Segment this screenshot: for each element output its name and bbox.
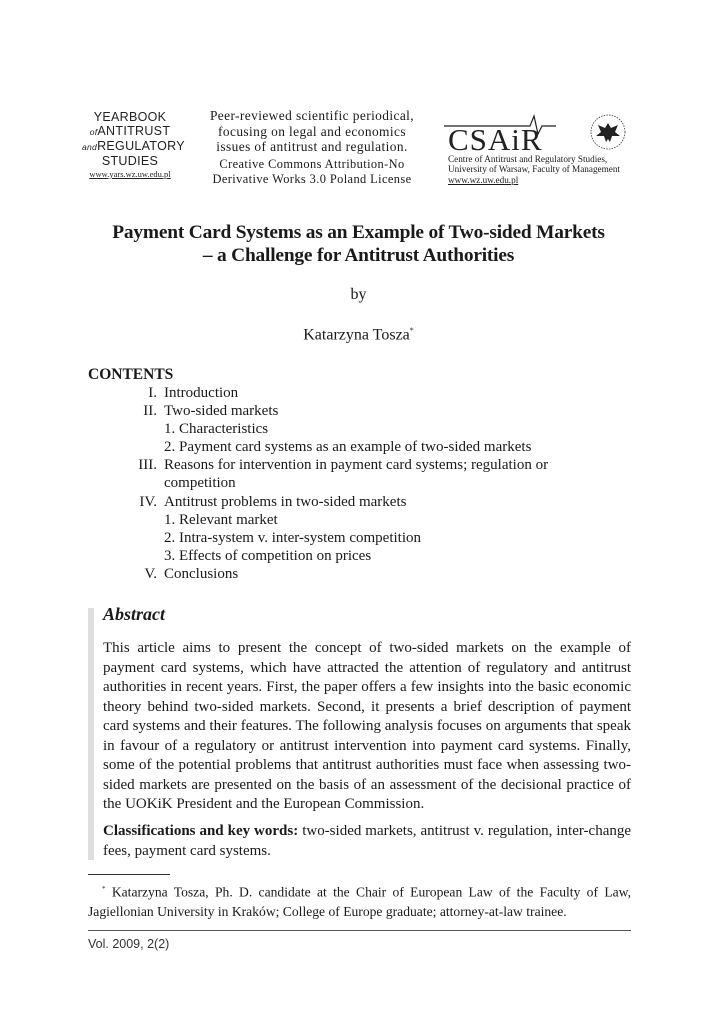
table-of-contents [88, 384, 628, 583]
footnote-divider [88, 874, 170, 875]
csair-logo [444, 104, 644, 154]
toc-section-number: II. [143, 403, 157, 420]
centre-line: Centre of Antitrust and Regulatory Studies, [448, 154, 608, 164]
author-text: Katarzyna Tosza [303, 326, 410, 344]
license-line: Derivative Works 3.0 Poland License [212, 171, 412, 186]
abstract-heading: Abstract [103, 604, 166, 624]
periodical-description [200, 108, 424, 187]
yearbook-logo [82, 110, 185, 179]
toc-section-number: III. [138, 457, 157, 474]
contents-heading: CONTENTS [88, 366, 174, 383]
toc-subsection[interactable]: 3. Effects of competition on prices [164, 547, 372, 564]
toc-section-title: Two-sided markets [164, 403, 279, 420]
yearbook-line: andREGULATORY [82, 139, 185, 153]
toc-section-title: Antitrust problems in two-sided markets [164, 493, 407, 510]
toc-section-number: V. [144, 565, 157, 582]
toc-subsection[interactable]: 2. Payment card systems as an example of two-sided markets [164, 439, 532, 456]
toc-section[interactable] [88, 456, 628, 474]
keywords-text: two-sided markets, antitrust v. regulation, inter-change fees, payment card systems. [103, 823, 632, 859]
keywords [103, 822, 631, 861]
footer-divider [88, 930, 631, 931]
periodical-line: issues of antitrust and regulation. [216, 139, 408, 155]
toc-section-number: IV. [139, 493, 157, 510]
yearbook-url[interactable]: www.yars.wz.uw.edu.pl [89, 169, 171, 179]
author-footnote-mark[interactable]: * [409, 326, 414, 335]
license-text [200, 157, 424, 187]
csair-logo-text: CSAiR [448, 122, 543, 154]
yearbook-line: YEARBOOK [93, 110, 167, 124]
toc-section-title: Reasons for intervention in payment card systems; regulation or [164, 457, 549, 474]
license-line: Creative Commons Attribution-No [219, 156, 405, 171]
title-line: Payment Card Systems as an Example of Two-sided Markets [112, 222, 605, 243]
toc-section-title: Introduction [164, 385, 239, 401]
centre-description [448, 154, 620, 185]
toc-section[interactable] [88, 565, 628, 583]
author-name [0, 326, 717, 344]
periodical-line: focusing on legal and economics [218, 123, 406, 139]
toc-section[interactable] [88, 384, 628, 402]
eagle-emblem-icon [591, 115, 625, 149]
by-label: by [350, 286, 367, 303]
footnote-text: Katarzyna Tosza, Ph. D. candidate at the Chair of European Law of the Faculty of Law, Jagiellonian University in Kraków; College of Europe graduate; attorney-at-law trainee. [88, 884, 631, 920]
toc-section[interactable] [88, 493, 628, 511]
toc-subsection[interactable]: 1. Relevant market [164, 511, 278, 528]
toc-section-number: I. [148, 385, 157, 401]
toc-section[interactable] [88, 402, 628, 420]
abstract-sidebar [88, 608, 94, 860]
title-line: – a Challenge for Antitrust Authorities [202, 244, 515, 266]
toc-subsection[interactable]: 1. Characteristics [164, 421, 269, 438]
toc-section-title: Conclusions [164, 565, 239, 582]
centre-url[interactable]: www.wz.uw.edu.pl [448, 174, 519, 185]
toc-subsection[interactable]: 2. Intra-system v. inter-system competition [164, 529, 422, 546]
yearbook-line: ofANTITRUST [89, 124, 171, 138]
footnote-mark: * [102, 885, 106, 893]
volume-label: Vol. 2009, 2(2) [88, 937, 170, 951]
centre-line: University of Warsaw, Faculty of Management [448, 164, 620, 175]
centre-logo-block [444, 104, 644, 184]
toc-section-continuation: competition [164, 475, 236, 492]
keywords-label: Classifications and key words: [103, 823, 299, 839]
abstract-body: This article aims to present the concept of two-sided markets on the example of payment card systems, which have attracted the attention of regulatory and antitrust authorities in recent years. First, the paper offers a few insights into the basic economic theory behind two-sided markets. Second, it presents a brief description of payment card systems and their features. The following analysis focuses on arguments that speak in favour of a regulatory or antitrust intervention into payment card systems. Finally, some of the potential problems that antitrust authorities must face when assessing two-sided markets are presented on the basis of an assessment of the decisional practice of the UOKiK President and the European Commission. [103, 640, 631, 812]
article-title [70, 222, 647, 267]
footnote [88, 880, 631, 922]
yearbook-line: STUDIES [101, 154, 159, 168]
periodical-line: Peer-reviewed scientific periodical, [209, 108, 415, 123]
